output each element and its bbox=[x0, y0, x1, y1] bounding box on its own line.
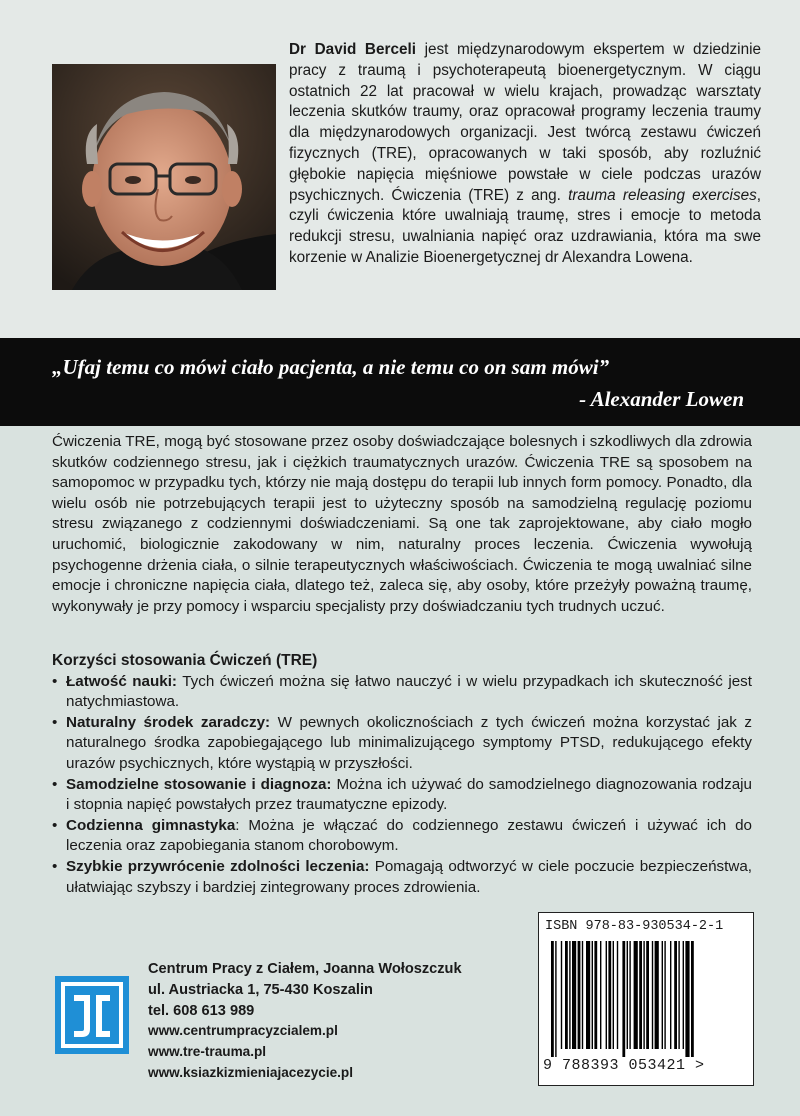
isbn-barcode bbox=[538, 912, 754, 1086]
website-link[interactable]: www.centrumpracyzcialem.pl bbox=[148, 1023, 338, 1039]
barcode-bar bbox=[639, 941, 642, 1049]
benefit-item bbox=[52, 713, 752, 775]
bio-italic-term: trauma releasing exercises bbox=[568, 186, 757, 204]
barcode-bar bbox=[670, 941, 671, 1049]
bullet-icon: • bbox=[52, 672, 58, 690]
author-name: Dr David Berceli bbox=[289, 41, 416, 58]
barcode-bar bbox=[691, 941, 694, 1057]
benefits-list bbox=[52, 672, 752, 899]
website-link[interactable]: www.tre-trauma.pl bbox=[148, 1044, 267, 1060]
publisher-logo bbox=[54, 975, 130, 1055]
quote-band bbox=[0, 338, 800, 426]
barcode-bar bbox=[634, 941, 638, 1049]
barcode-bar bbox=[600, 941, 601, 1049]
barcode-bar bbox=[572, 941, 576, 1049]
publisher-info bbox=[148, 959, 462, 1084]
description-paragraph: Ćwiczenia TRE, mogą być stosowane przez osoby doświadczające bolesnych i szkodliwych dla zdrowia skutków codziennego stresu, jak i ciężkich traumatycznych urazów. Ćwiczenia TRE są sposobem na samopomoc w przypadku tych, którzy nie mają dostępu do terapii lub innych form pomocy. Ponadto, dla wielu osób nie potrzebujących terapii jest to użyteczny sposób na samodzielną regulację poziomu stresu związanego z codziennymi doświadczeniami. Są one tak zaprojektowane, aby ciało mogło uruchomić, biologicznie zakodowany w nim, naturalny proces leczenia. Ćwiczenia wywołują psychogenne drżenia ciała, o silnie terapeutycznych właściwościach. Ćwiczenia te mogą uwalniać silne emocje i chroniczne napięcia ciała, dlatego też, zaleca się, aby osoby, które przeżyły poważną traumę, wykonywały je przy pomocy i wsparciu specjalisty przy doświadczaniu tych trudnych uczuć. bbox=[52, 433, 752, 615]
publisher-address: ul. Austriacka 1, 75-430 Koszalin bbox=[148, 981, 373, 998]
benefit-heading: Codzienna gimnastyka bbox=[66, 816, 236, 834]
benefit-text: Można ich używać do samodzielnego diagnozowania rodzaju i stopnia napięć powstałych przez traumatyczne epizody. bbox=[66, 775, 752, 814]
benefit-text: Pomagają odtworzyć w ciele poczucie bezpieczeństwa, ułatwiając szybszy i bardziej zintegrowany proces zdrowienia. bbox=[66, 857, 752, 896]
barcode-bar bbox=[685, 941, 689, 1057]
barcode-bar bbox=[674, 941, 677, 1049]
bullet-icon: • bbox=[52, 857, 58, 875]
barcode-bar bbox=[551, 941, 554, 1057]
barcode-bar bbox=[622, 941, 625, 1057]
benefit-item bbox=[52, 857, 752, 898]
publisher-name: Centrum Pracy z Ciałem, Joanna Wołoszczuk bbox=[148, 961, 462, 977]
author-portrait bbox=[52, 64, 276, 290]
barcode-bar bbox=[569, 941, 570, 1049]
benefit-item bbox=[52, 672, 752, 713]
barcode-bar bbox=[643, 941, 644, 1049]
quote-author: - Alexander Lowen bbox=[579, 387, 744, 411]
benefit-item bbox=[52, 816, 752, 857]
benefit-heading: Naturalny środek zaradczy: bbox=[66, 713, 271, 731]
barcode-bar bbox=[652, 941, 653, 1049]
quote-text: „Ufaj temu co mówi ciało pacjenta, a nie temu co on sam mówi” bbox=[52, 355, 610, 379]
benefits-section bbox=[52, 651, 752, 898]
website-link[interactable]: www.ksiazkizmieniajacezycie.pl bbox=[148, 1064, 354, 1080]
barcode-bar bbox=[594, 941, 597, 1049]
benefit-text: : Można je włączać do codziennego zestawu ćwiczeń i używać ich do leczenia oraz zapobiegania stanom chorobowym. bbox=[66, 816, 752, 855]
publisher-phone: tel. 608 613 989 bbox=[148, 1002, 255, 1019]
benefit-heading: Szybkie przywrócenie zdolności leczenia: bbox=[66, 857, 370, 875]
benefit-text: W pewnych okolicznościach z tych ćwiczeń można korzystać jak z naturalnego środka zapobiegającego lub minimalizującego symptomy PTSD, redukującego efekty urazów psychicznych, które wystąpią w przyszłości. bbox=[66, 713, 752, 772]
barcode-bar bbox=[662, 941, 663, 1049]
barcode-bar bbox=[617, 941, 618, 1049]
barcode-bar bbox=[555, 941, 556, 1057]
benefits-title: Korzyści stosowania Ćwiczeń (TRE) bbox=[52, 652, 318, 669]
author-bio bbox=[289, 40, 761, 269]
barcode-bar bbox=[606, 941, 607, 1049]
author-photo-illustration bbox=[52, 64, 276, 290]
bio-text-1: jest międzynarodowym ekspertem w dziedzinie pracy z traumą i psychoterapeutą bioenergetycznym. W ciągu ostatnich 22 lat pracował w wielu krajach, prowadząc warsztaty leczenia skutków traumy, oraz opracował programy leczenia traumy dla międzynarodowych organizacji. Jest twórcą zestawu ćwiczeń fizycznych (TRE), opracowanych w taki sposób, aby rozluźnić głębokie napięcia mięśniowe powstałe w ciele podczas urazów psychicznych. Ćwiczenia (TRE) z ang. bbox=[289, 41, 761, 204]
barcode-bar bbox=[592, 941, 593, 1049]
bullet-icon: • bbox=[52, 713, 58, 731]
barcode-bar bbox=[561, 941, 562, 1049]
author-panel bbox=[0, 0, 800, 338]
barcode-bar bbox=[582, 941, 583, 1049]
barcode-bar bbox=[646, 941, 649, 1049]
barcode-bars bbox=[551, 941, 741, 1057]
barcode-bar bbox=[578, 941, 581, 1049]
jc-logo-icon bbox=[54, 975, 130, 1055]
barcode-bar bbox=[629, 941, 630, 1049]
bullet-icon: • bbox=[52, 816, 58, 834]
barcode-bar bbox=[586, 941, 590, 1049]
benefit-heading: Samodzielne stosowanie i diagnoza: bbox=[66, 775, 332, 793]
benefit-text: Tych ćwiczeń można się łatwo nauczyć i w wielu przypadkach ich skuteczność jest natychmiastowa. bbox=[66, 672, 752, 711]
bullet-icon: • bbox=[52, 775, 58, 793]
barcode-bar bbox=[565, 941, 568, 1049]
barcode-digits: 9 788393 053421 > bbox=[543, 1057, 705, 1074]
barcode-bar bbox=[664, 941, 665, 1049]
barcode-bar bbox=[608, 941, 611, 1049]
isbn-label: ISBN 978-83-930534-2-1 bbox=[545, 919, 724, 934]
barcode-bar bbox=[678, 941, 679, 1049]
benefit-item bbox=[52, 775, 752, 816]
barcode-bar bbox=[655, 941, 659, 1049]
barcode-bar bbox=[613, 941, 614, 1049]
barcode-bar bbox=[683, 941, 684, 1049]
barcode-bar bbox=[627, 941, 628, 1049]
benefit-heading: Łatwość nauki: bbox=[66, 672, 177, 690]
bio-text-2: , czyli ćwiczenia które uwalniają traumę, stres i emocje to metoda redukcji stresu, uwalniania napięć oraz uzdrawiania, która ma swe korzenie w Analizie Bioenergetycznej dr Alexandra Lowena. bbox=[289, 186, 761, 266]
